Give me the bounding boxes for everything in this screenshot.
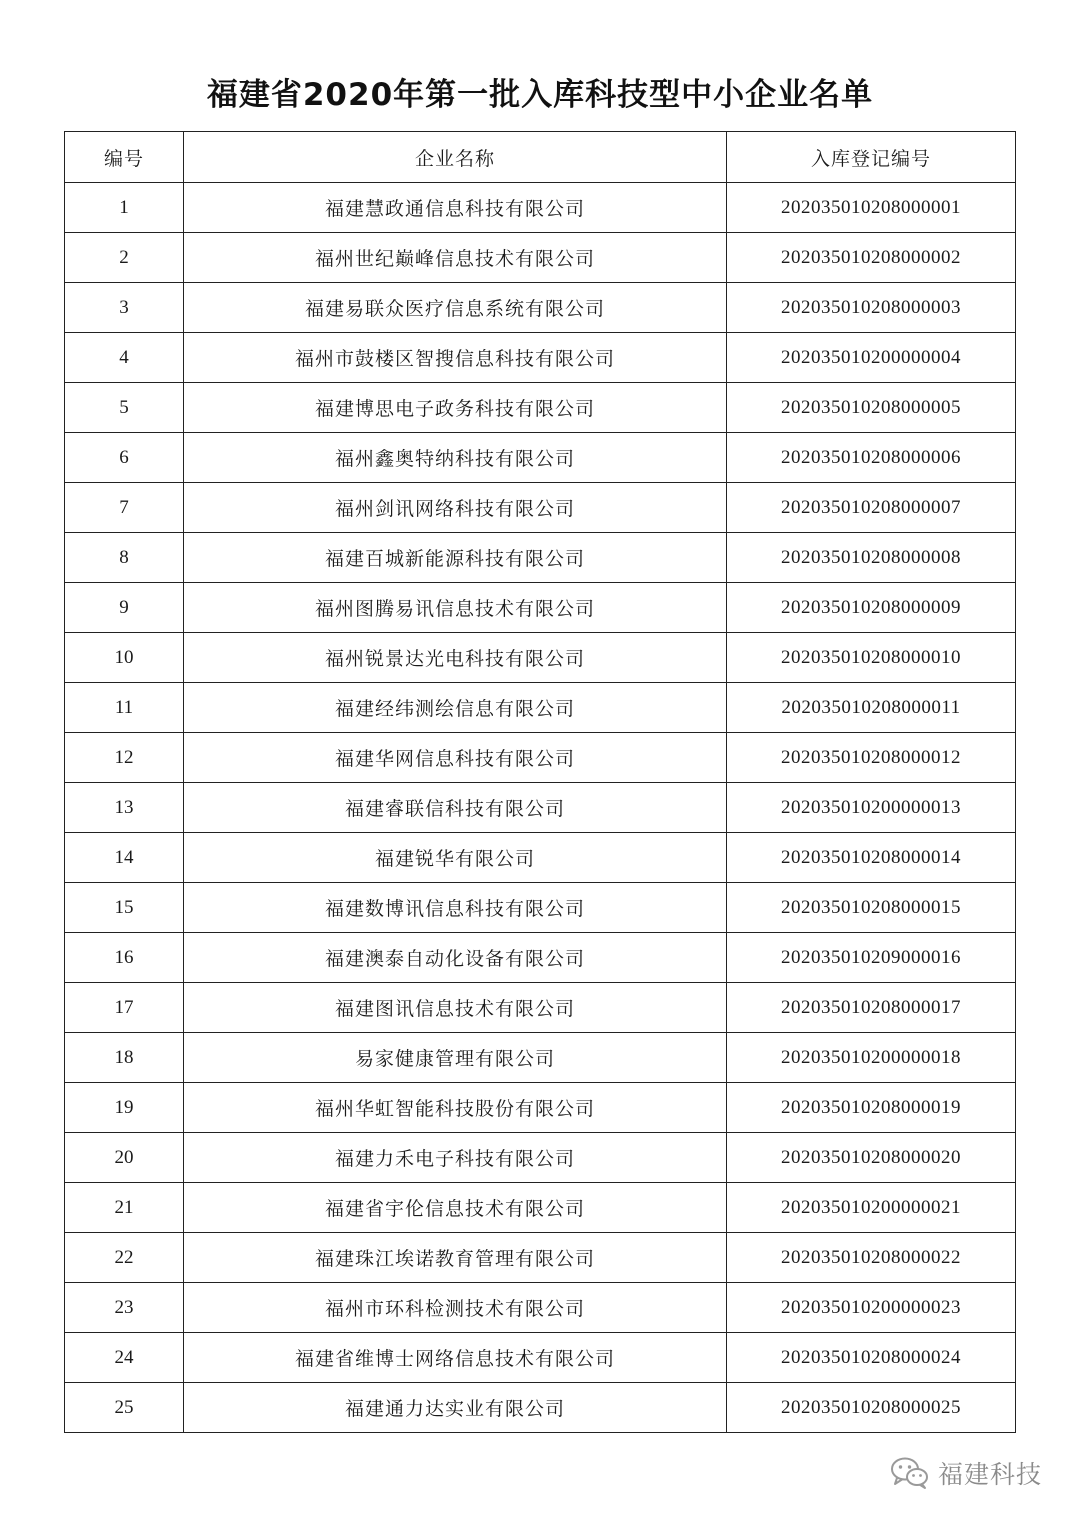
table-row [65,933,1016,983]
table-row [65,683,1016,733]
registration-number: 202035010200000013 [727,783,1016,833]
row-number: 21 [65,1183,184,1233]
table-row [65,1383,1016,1433]
registration-number: 202035010208000024 [727,1333,1016,1383]
company-name: 福建百城新能源科技有限公司 [184,533,727,583]
table-row [65,283,1016,333]
table-row [65,583,1016,633]
row-number: 18 [65,1033,184,1083]
registration-number: 202035010209000016 [727,933,1016,983]
table-row [65,733,1016,783]
table-body [65,183,1016,1433]
company-name: 福建睿联信科技有限公司 [184,783,727,833]
company-name: 福建省宇伦信息技术有限公司 [184,1183,727,1233]
wechat-icon [890,1456,930,1490]
registration-number: 202035010208000009 [727,583,1016,633]
company-name: 福建易联众医疗信息系统有限公司 [184,283,727,333]
row-number: 14 [65,833,184,883]
registration-number: 202035010200000004 [727,333,1016,383]
company-name: 福建图讯信息技术有限公司 [184,983,727,1033]
company-name: 福建省维博士网络信息技术有限公司 [184,1333,727,1383]
table-row [65,783,1016,833]
row-number: 4 [65,333,184,383]
table-header-row [65,132,1016,183]
row-number: 25 [65,1383,184,1433]
company-name: 福建数博讯信息科技有限公司 [184,883,727,933]
table-row [65,333,1016,383]
registration-number: 202035010200000023 [727,1283,1016,1333]
company-name: 福建慧政通信息科技有限公司 [184,183,727,233]
registration-number: 202035010208000014 [727,833,1016,883]
company-name: 福建锐华有限公司 [184,833,727,883]
row-number: 8 [65,533,184,583]
company-name: 福建华网信息科技有限公司 [184,733,727,783]
row-number: 9 [65,583,184,633]
company-name: 福建通力达实业有限公司 [184,1383,727,1433]
row-number: 5 [65,383,184,433]
company-name: 福建经纬测绘信息有限公司 [184,683,727,733]
row-number: 24 [65,1333,184,1383]
table-row [65,983,1016,1033]
company-name: 福建博思电子政务科技有限公司 [184,383,727,433]
registration-number: 202035010208000002 [727,233,1016,283]
company-name: 福州剑讯网络科技有限公司 [184,483,727,533]
table-row [65,1033,1016,1083]
registration-number: 202035010208000010 [727,633,1016,683]
registration-number: 202035010200000018 [727,1033,1016,1083]
table-row [65,883,1016,933]
row-number: 12 [65,733,184,783]
company-name: 福州鑫奥特纳科技有限公司 [184,433,727,483]
company-table [64,131,1016,1433]
registration-number: 202035010208000012 [727,733,1016,783]
registration-number: 202035010208000017 [727,983,1016,1033]
company-name: 福州锐景达光电科技有限公司 [184,633,727,683]
registration-number: 202035010208000022 [727,1233,1016,1283]
watermark-text: 福建科技 [938,1460,1043,1489]
table-row [65,183,1016,233]
row-number: 1 [65,183,184,233]
row-number: 7 [65,483,184,533]
watermark [890,1448,1042,1498]
header-company-name: 企业名称 [184,132,727,183]
table-row [65,833,1016,883]
registration-number: 202035010208000011 [727,683,1016,733]
row-number: 19 [65,1083,184,1133]
table-row [65,1183,1016,1233]
table-row [65,483,1016,533]
company-name: 福州世纪巅峰信息技术有限公司 [184,233,727,283]
row-number: 22 [65,1233,184,1283]
company-name: 易家健康管理有限公司 [184,1033,727,1083]
company-name: 福州市鼓楼区智搜信息科技有限公司 [184,333,727,383]
registration-number: 202035010200000021 [727,1183,1016,1233]
registration-number: 202035010208000025 [727,1383,1016,1433]
row-number: 10 [65,633,184,683]
registration-number: 202035010208000005 [727,383,1016,433]
header-registration-number: 入库登记编号 [727,132,1016,183]
company-name: 福建力禾电子科技有限公司 [184,1133,727,1183]
row-number: 17 [65,983,184,1033]
registration-number: 202035010208000015 [727,883,1016,933]
row-number: 23 [65,1283,184,1333]
registration-number: 202035010208000019 [727,1083,1016,1133]
row-number: 13 [65,783,184,833]
company-name: 福州图腾易讯信息技术有限公司 [184,583,727,633]
row-number: 6 [65,433,184,483]
header-number: 编号 [65,132,184,183]
table-row [65,1333,1016,1383]
table-row [65,383,1016,433]
company-name: 福州华虹智能科技股份有限公司 [184,1083,727,1133]
table-row [65,233,1016,283]
company-name: 福建澳泰自动化设备有限公司 [184,933,727,983]
registration-number: 202035010208000020 [727,1133,1016,1183]
row-number: 16 [65,933,184,983]
row-number: 3 [65,283,184,333]
table-row [65,1133,1016,1183]
row-number: 15 [65,883,184,933]
registration-number: 202035010208000008 [727,533,1016,583]
row-number: 20 [65,1133,184,1183]
table-row [65,633,1016,683]
registration-number: 202035010208000007 [727,483,1016,533]
table-row [65,1233,1016,1283]
company-name: 福州市环科检测技术有限公司 [184,1283,727,1333]
company-name: 福建珠江埃诺教育管理有限公司 [184,1233,727,1283]
document-title: 福建省2020年第一批入库科技型中小企业名单 [206,77,874,113]
row-number: 2 [65,233,184,283]
registration-number: 202035010208000001 [727,183,1016,233]
table-row [65,533,1016,583]
table-row [65,1283,1016,1333]
registration-number: 202035010208000003 [727,283,1016,333]
table-row [65,433,1016,483]
registration-number: 202035010208000006 [727,433,1016,483]
table-row [65,1083,1016,1133]
row-number: 11 [65,683,184,733]
